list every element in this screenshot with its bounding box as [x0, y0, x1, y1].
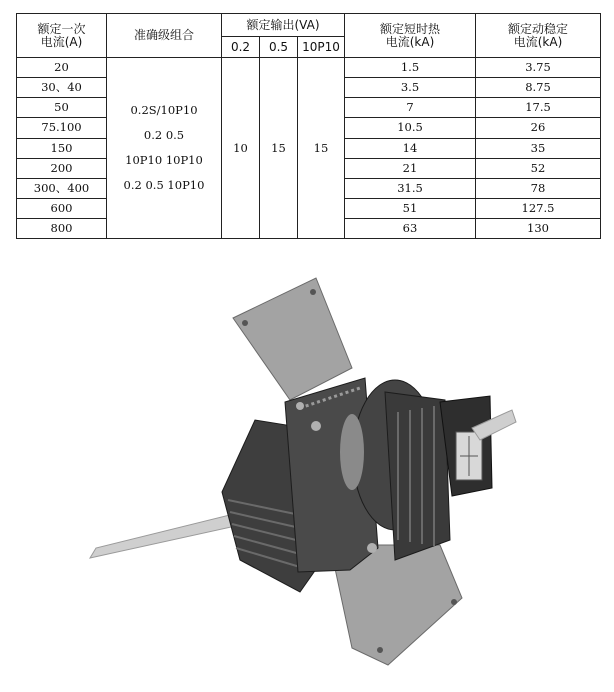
cell-thermal: 14: [345, 138, 476, 158]
bolt-icon: [367, 543, 377, 553]
header-short-time-thermal: 额定短时热 电流(kA): [345, 14, 476, 58]
cell-current: 150: [17, 138, 107, 158]
bolt-icon: [311, 421, 321, 431]
cell-current: 75.100: [17, 118, 107, 138]
header-output-10p10: 10P10: [298, 37, 345, 58]
cell-dynamic: 35: [476, 138, 601, 158]
header-output-05: 0.5: [260, 37, 298, 58]
header-rated-output: 额定输出(VA): [222, 14, 345, 37]
cell-dynamic: 78: [476, 178, 601, 198]
cell-current: 600: [17, 198, 107, 218]
header-output-02: 0.2: [222, 37, 260, 58]
cell-dynamic: 127.5: [476, 198, 601, 218]
cell-dynamic: 26: [476, 118, 601, 138]
cell-accuracy-combination: 0.2S/10P10 0.2 0.5 10P10 10P10 0.2 0.5 10P10: [107, 58, 222, 239]
cell-thermal: 10.5: [345, 118, 476, 138]
plate-hole-icon: [242, 320, 248, 326]
plate-hole-icon: [377, 647, 383, 653]
cell-dynamic: 8.75: [476, 78, 601, 98]
cell-thermal: 63: [345, 218, 476, 238]
bolt-icon: [296, 402, 304, 410]
header-accuracy-combination: 准确级组合: [107, 14, 222, 58]
plate-hole-icon: [310, 289, 316, 295]
cell-thermal: 3.5: [345, 78, 476, 98]
winding-block-right: [385, 392, 450, 560]
core-ring-inner: [340, 414, 364, 490]
cell-current: 20: [17, 58, 107, 78]
cell-current: 200: [17, 158, 107, 178]
cell-thermal: 51: [345, 198, 476, 218]
cell-dynamic: 17.5: [476, 98, 601, 118]
cell-dynamic: 52: [476, 158, 601, 178]
cell-current: 300、400: [17, 178, 107, 198]
cell-dynamic: 130: [476, 218, 601, 238]
header-dynamic-stable: 额定动稳定 电流(kA): [476, 14, 601, 58]
plate-hole-icon: [451, 599, 457, 605]
cell-current: 30、40: [17, 78, 107, 98]
header-rated-primary-current: 额定一次 电流(A): [17, 14, 107, 58]
cell-thermal: 7: [345, 98, 476, 118]
cell-current: 800: [17, 218, 107, 238]
current-transformer-photo: [0, 260, 614, 692]
table-row: [17, 58, 601, 78]
cell-thermal: 31.5: [345, 178, 476, 198]
cell-output-10p10: 15: [298, 58, 345, 239]
cell-output-02: 10: [222, 58, 260, 239]
cell-output-05: 15: [260, 58, 298, 239]
cell-dynamic: 3.75: [476, 58, 601, 78]
cell-current: 50: [17, 98, 107, 118]
spec-table: [16, 13, 601, 239]
cell-thermal: 21: [345, 158, 476, 178]
mounting-plate-top: [233, 278, 352, 400]
cell-thermal: 1.5: [345, 58, 476, 78]
